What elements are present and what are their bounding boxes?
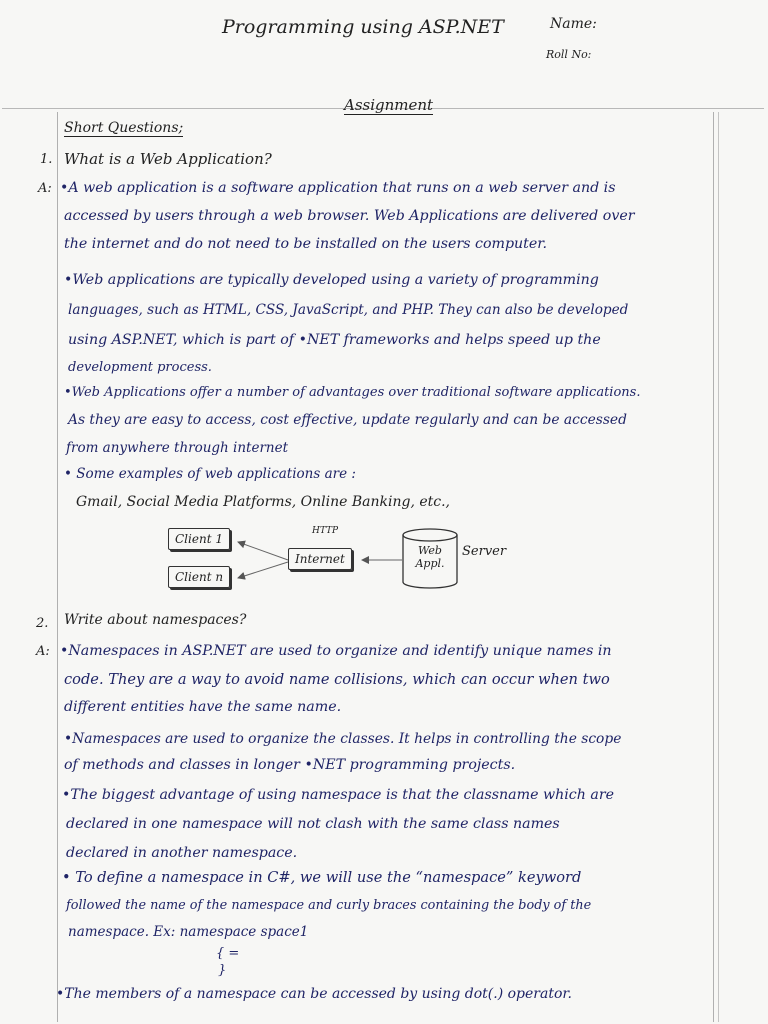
q2-line: declared in one namespace will not clash with the same class names xyxy=(66,816,560,832)
server-label: Server xyxy=(462,544,507,559)
header-title: Programming using ASP.NET xyxy=(222,16,504,38)
q2-line: of methods and classes in longer •NET programming projects. xyxy=(64,757,516,773)
q2-line: followed the name of the namespace and curly braces containing the body of the xyxy=(66,898,592,913)
q2-line: •The biggest advantage of using namespace is that the classname which are xyxy=(62,787,615,803)
q1-line: • Some examples of web applications are : xyxy=(64,466,356,482)
client1-box: Client 1 xyxy=(168,528,230,550)
q1-line: •Web applications are typically developed using a variety of programming xyxy=(64,272,599,288)
q1-question: What is a Web Application? xyxy=(64,150,272,168)
name-label: Name: xyxy=(550,16,597,32)
arrow-internet-client2 xyxy=(238,562,288,578)
section-heading: Short Questions; xyxy=(64,120,184,136)
arrow-internet-client1 xyxy=(238,542,288,560)
q1-line: from anywhere through internet xyxy=(66,440,289,456)
server-cylinder-top xyxy=(403,529,457,541)
web-appl-label: Web Appl. xyxy=(415,544,445,570)
q2-line: •The members of a namespace can be accessed by using dot(.) operator. xyxy=(56,986,572,1002)
q1-number: 1. xyxy=(40,152,53,167)
q1-line: Gmail, Social Media Platforms, Online Banking, etc., xyxy=(76,494,451,510)
q2-line: •Namespaces in ASP.NET are used to organize and identify unique names in xyxy=(60,643,612,659)
q2-answer-mark: A: xyxy=(36,644,50,659)
q2-line: •Namespaces are used to organize the classes. It helps in controlling the scope xyxy=(64,731,622,747)
q2-line: different entities have the same name. xyxy=(64,699,342,715)
web-app-diagram xyxy=(150,520,530,600)
internet-box: Internet xyxy=(288,548,352,570)
q1-line: development process. xyxy=(68,360,212,375)
q2-line: } xyxy=(218,963,227,978)
right-margin-line xyxy=(713,112,714,1022)
q1-line: As they are easy to access, cost effective, update regularly and can be accessed xyxy=(68,412,627,428)
right-margin-line-2 xyxy=(718,112,719,1022)
q2-line: { = xyxy=(216,946,240,961)
q1-answer-mark: A: xyxy=(38,181,52,196)
http-label: HTTP xyxy=(312,526,339,536)
q1-line: languages, such as HTML, CSS, JavaScript, and PHP. They can also be developed xyxy=(68,302,629,318)
q2-line: declared in another namespace. xyxy=(66,845,298,861)
q2-line: • To define a namespace in C#, we will use the “namespace” keyword xyxy=(62,869,582,886)
client2-box: Client n xyxy=(168,566,230,588)
q1-line: using ASP.NET, which is part of •NET frameworks and helps speed up the xyxy=(68,332,601,348)
q1-line: •A web application is a software application that runs on a web server and is xyxy=(60,180,616,196)
q2-line: code. They are a way to avoid name collisions, which can occur when two xyxy=(64,671,610,688)
left-margin-line xyxy=(57,112,58,1022)
server-cylinder-bottom xyxy=(403,582,457,588)
q2-line: namespace. Ex: namespace space1 xyxy=(68,924,309,940)
q1-line: the internet and do not need to be installed on the users computer. xyxy=(64,236,548,252)
roll-label: Roll No: xyxy=(546,48,592,61)
q1-line: accessed by users through a web browser. Web Applications are delivered over xyxy=(64,208,635,224)
assignment-heading: Assignment xyxy=(344,96,434,114)
q2-question: Write about namespaces? xyxy=(64,612,247,628)
q2-number: 2. xyxy=(36,616,49,631)
q1-line: •Web Applications offer a number of advantages over traditional software applications. xyxy=(64,385,641,400)
